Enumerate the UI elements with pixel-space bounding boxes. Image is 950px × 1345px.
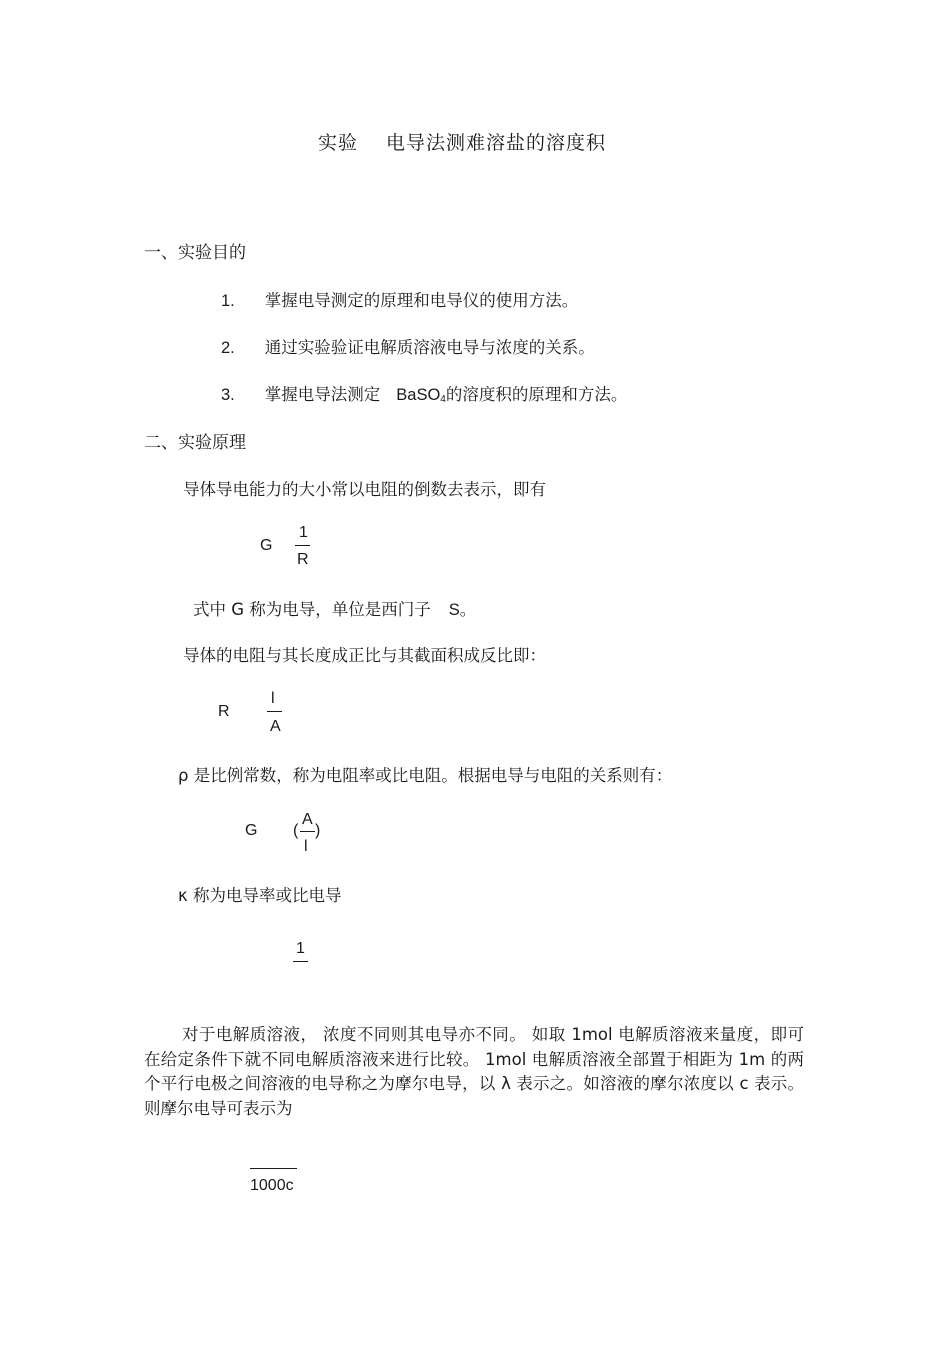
title-left: 实验 bbox=[318, 132, 359, 154]
eq3-denominator: l bbox=[304, 838, 308, 855]
principle-line-4: ρ 是比例常数，称为电阻率或比电阻。根据电导与电阻的关系则有： bbox=[178, 766, 673, 785]
objective-text-pre: 掌握电导法测定 bbox=[264, 385, 381, 404]
principle-line-2 bbox=[193, 596, 476, 620]
formula-baso4: BaSO bbox=[396, 386, 441, 404]
eq5-denominator: 1000c bbox=[250, 1177, 294, 1194]
eq3-lhs: G bbox=[245, 822, 258, 839]
eq2-denominator: A bbox=[270, 718, 281, 735]
section-heading-objectives: 一、实验目的 bbox=[144, 243, 246, 263]
eq4-numerator: 1 bbox=[296, 940, 305, 957]
eq5-fraction-bar bbox=[250, 1168, 297, 1169]
objective-number: 3. bbox=[221, 386, 235, 404]
eq2-fraction-bar bbox=[267, 711, 282, 712]
principle-line-5: κ 称为电导率或比电导 bbox=[178, 886, 342, 905]
title-right: 电导法测难溶盐的溶度积 bbox=[386, 132, 607, 154]
principle-line-1: 导体导电能力的大小常以电阻的倒数去表示，即有 bbox=[183, 480, 546, 499]
objective-number: 2. bbox=[221, 339, 235, 357]
line2-text: 式中 G 称为电导，单位是西门子 bbox=[193, 600, 431, 619]
eq1-lhs: G bbox=[260, 537, 273, 554]
objective-number: 1. bbox=[221, 292, 235, 310]
eq1-denominator: R bbox=[297, 551, 309, 568]
objective-text: 掌握电导测定的原理和电导仪的使用方法。 bbox=[264, 291, 579, 310]
eq2-numerator: l bbox=[271, 690, 275, 707]
eq3-close-paren: ) bbox=[315, 822, 321, 839]
eq3-fraction-bar bbox=[300, 831, 315, 832]
principle-line-3: 导体的电阻与其长度成正比与其截面积成反比即： bbox=[183, 646, 546, 665]
eq4-fraction-bar bbox=[293, 961, 308, 962]
eq3-open-paren: ( bbox=[293, 822, 299, 839]
eq2-lhs: R bbox=[218, 703, 230, 720]
page-title bbox=[318, 128, 606, 155]
eq1-numerator: 1 bbox=[299, 524, 308, 541]
objective-item-3 bbox=[221, 381, 627, 405]
objective-text: 通过实验验证电解质溶液电导与浓度的关系。 bbox=[264, 338, 595, 357]
line2-unit: S。 bbox=[448, 601, 477, 619]
objective-text-post: 的溶度积的原理和方法。 bbox=[445, 385, 628, 404]
formula-subscript: 4 bbox=[440, 394, 446, 405]
molar-conductance-paragraph: 对于电解质溶液， 浓度不同则其电导亦不同。 如取 1mol 电解质溶液来量度，即可在给定条件下就不同电解质溶液来进行比较。 1mol 电解质溶液全部置于相距为 1m 的两个平行电极之间溶液的电导称之为摩尔电导，以 λ 表示之。如溶液的摩尔浓度以 c 表示。则摩尔电导可表示为 bbox=[144, 1025, 804, 1118]
eq3-numerator: A bbox=[302, 811, 313, 828]
section-heading-principle: 二、实验原理 bbox=[144, 433, 246, 453]
eq1-fraction-bar bbox=[295, 545, 310, 546]
objective-item-2 bbox=[221, 334, 595, 358]
objective-item-1 bbox=[221, 287, 578, 311]
